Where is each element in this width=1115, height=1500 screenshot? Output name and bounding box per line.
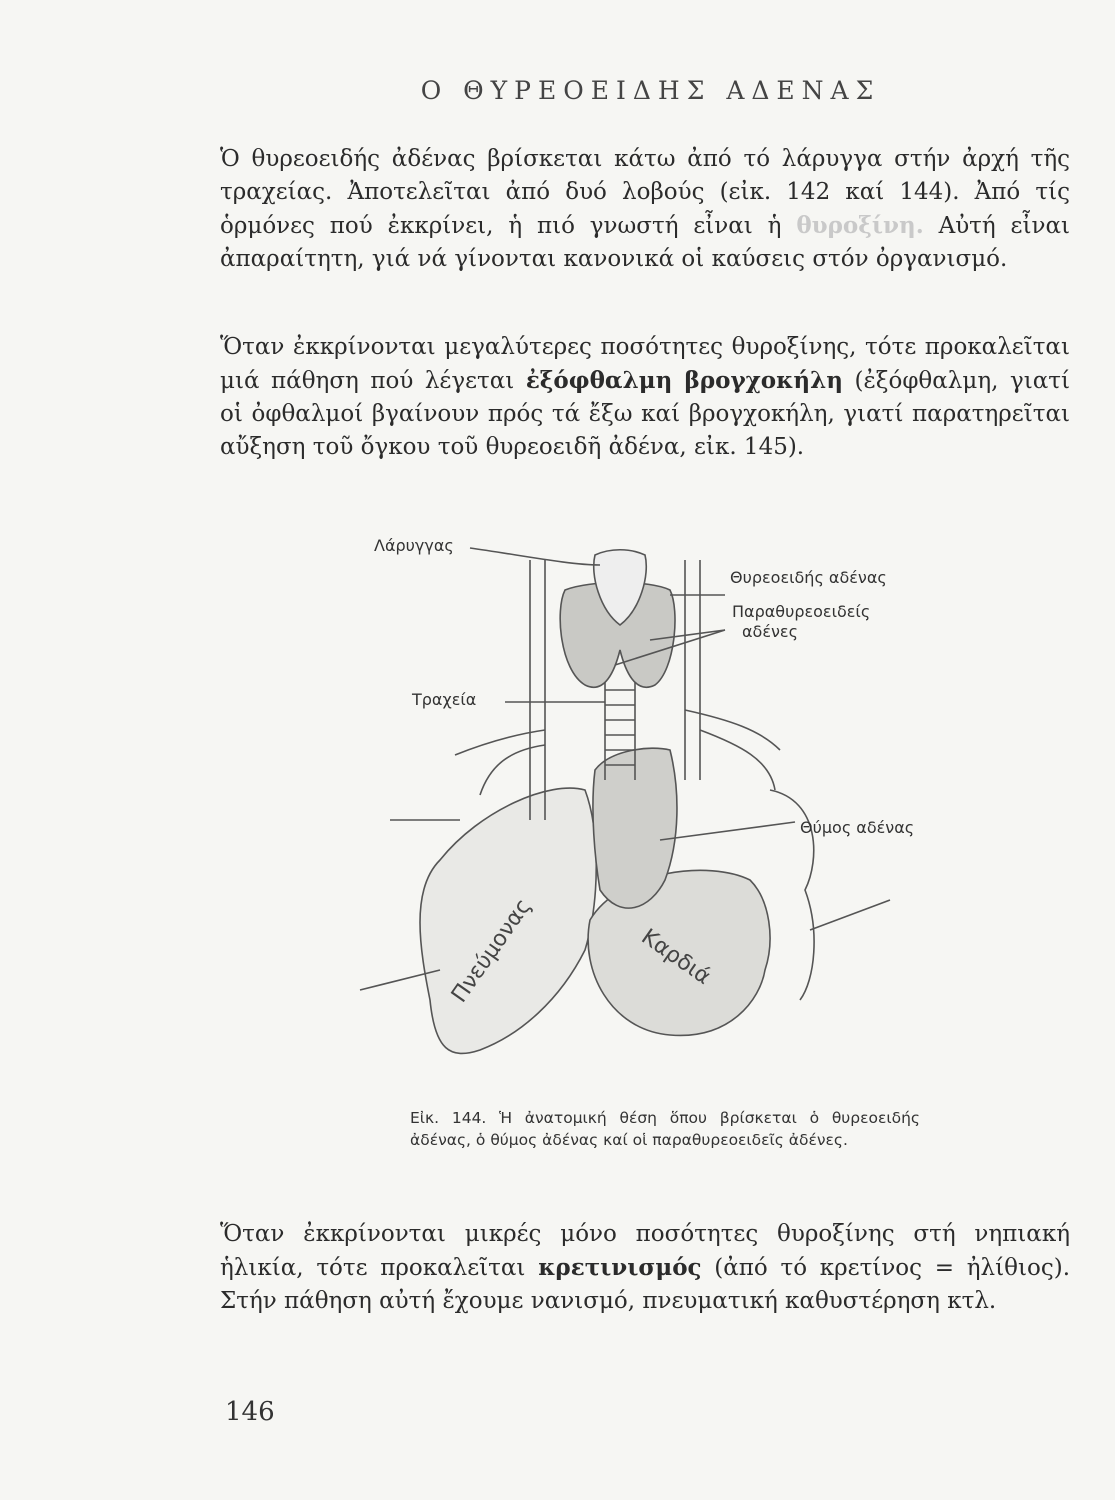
- para1-text-end: Αὐτή εἶναι ἀπαραίτητη, γιά νά γίνονται κανονικά οἱ καύσεις στόν ὀργανισμό.: [220, 213, 1070, 272]
- chapter-title: Ο ΘΥΡΕΟΕΙΔΗΣ ΑΔΕΝΑΣ: [420, 76, 881, 105]
- heart-label-text: Καρδιά: [636, 924, 716, 990]
- paragraph-3: [220, 1218, 1070, 1318]
- thymus-label: Θύμος αδένας: [800, 818, 915, 837]
- anatomy-illustration: [350, 530, 970, 1090]
- para3-text-end: (ἀπό τό κρετίνος = ἠλίθιος). Στήν πάθηση αὐτή ἔχουμε νανισμό, πνευματική καθυστέρηση κτλ.: [220, 1255, 1071, 1314]
- para3-text: Ὅταν ἐκκρίνονται μικρές μόνο ποσότητες θυροξίνης στή νηπιακή ἡλικία, τότε προκαλεῖται: [220, 1221, 1070, 1281]
- thyroid-label: Θυρεοειδής αδένας: [730, 568, 887, 587]
- exophthalmic-goiter-term: ἐξόφθαλμη βρογχοκήλη: [525, 367, 843, 394]
- cretinism-term: κρετινισμός: [538, 1254, 702, 1281]
- parathyroid-label-line1: Παραθυρεοειδείς: [732, 602, 871, 621]
- larynx-label: Λάρυγγας: [374, 536, 454, 555]
- thyroxine-term: θυροξίνη.: [796, 212, 924, 239]
- anatomy-figure: [350, 530, 970, 1090]
- figure-caption: Εἰκ. 144. Ἡ ἀνατομική θέση ὅπου βρίσκεται ὁ θυρεοειδής ἀδένας, ὁ θύμος ἀδένας καί οἱ παραθυρεοειδεῖς ἀδένες.: [410, 1109, 920, 1149]
- para2-text: Ὅταν ἐκκρίνονται μεγαλύτερες ποσότητες θυροξίνης, τότε προκαλεῖται μιά πάθηση πού λέγεται: [220, 334, 1070, 394]
- paragraph-2: [220, 331, 1070, 464]
- para2-text-end: (ἐξόφθαλμη, γιατί οἱ ὀφθαλμοί βγαίνουν πρός τά ἔξω καί βρογχοκήλη, γιατί παρατηρεῖται αὔξηση τοῦ ὄγκου τοῦ θυρεοειδῆ ἀδένα, εἰκ. 145).: [220, 368, 1071, 460]
- parathyroid-label-line2: αδένες: [742, 622, 798, 641]
- para1-text: Ὁ θυρεοειδής ἀδένας βρίσκεται κάτω ἀπό τό λάρυγγα στήν ἀρχή τῆς τραχείας. Ἀποτελεῖται ἀπό δυό λοβούς (εἰκ. 142 καί 144). Ἀπό τίς ὁρμόνες πού ἐκκρίνει, ἡ πιό γνωστή εἶναι ἡ: [220, 146, 1070, 239]
- page-number: 146: [225, 1397, 275, 1427]
- lung-label-text: Πνεύμονας: [446, 894, 537, 1008]
- trachea-label: Τραχεία: [412, 690, 477, 709]
- paragraph-1: [220, 143, 1070, 276]
